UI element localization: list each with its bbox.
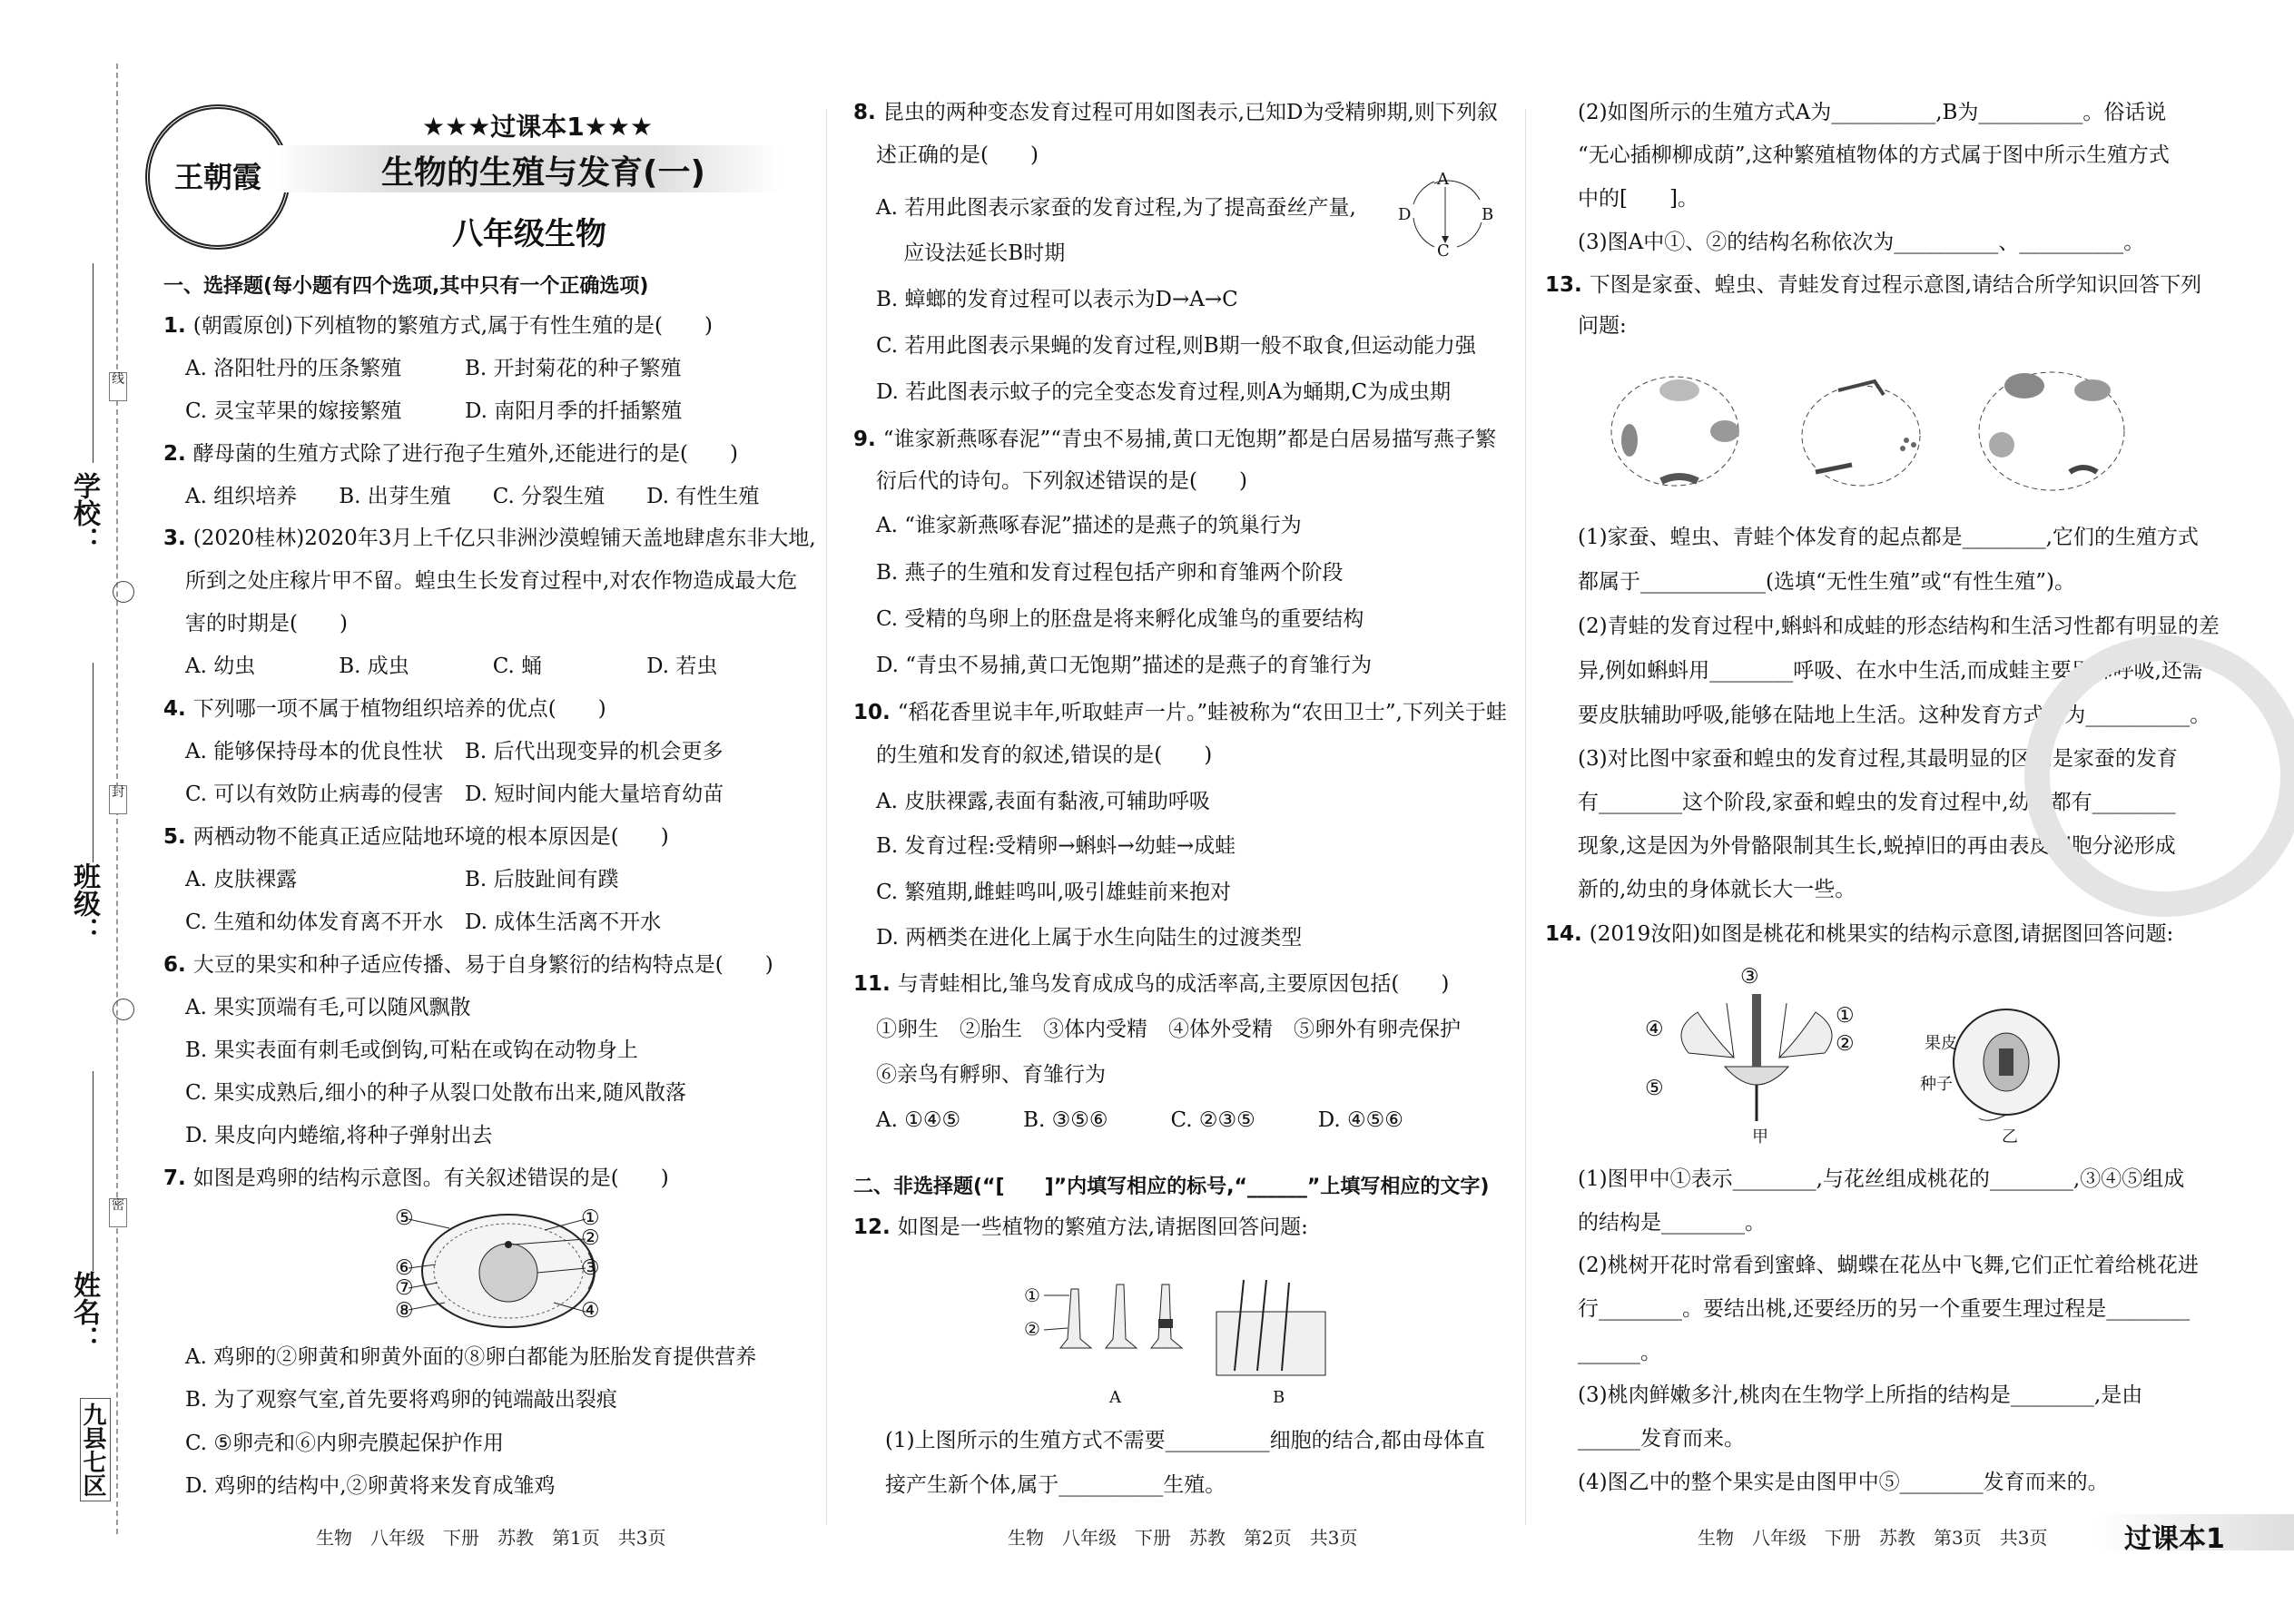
question-text: A. 能够保持母本的优良性状 [185,740,444,763]
question-number: 11. [853,972,898,996]
answer-line: (4)图乙中的整个果实是由图甲中⑤________发育而来的。 [1578,1471,2109,1494]
section-2-heading: 二、非选择题(“[ ]”内填写相应的标号,“______”上填写相应的文字) [853,1176,1490,1198]
option-line [185,611,348,637]
egg-yolk [479,1244,537,1302]
question-number: 8. [853,101,883,124]
question-text: B. 发育过程:受精卵→蝌蚪→幼蛙→成蛙 [876,834,1236,858]
answer-line: (1)家蚕、蝗虫、青蛙个体发育的起点都是________,它们的生殖方式 [1578,526,2199,549]
answer-line: 有________这个阶段,家蚕和蝗虫的发育过程中,幼虫都有________ [1578,791,2176,814]
question-text: 酵母菌的生殖方式除了进行孢子生殖外,还能进行的是( ) [192,442,739,466]
question-text: B. 果实表面有刺毛或倒钩,可粘在或钩在动物身上 [185,1038,638,1062]
peach-label: 种子 [1920,1075,1953,1094]
q14-stem-text: (2019汝阳)如图是桃花和桃果实的结构示意图,请据图回答问题: [1589,922,2174,946]
question-text: (朝霞原创)下列植物的繁殖方式,属于有性生殖的是( ) [192,314,713,338]
q7-option-c: C. ⑤卵壳和⑥内卵壳膜起保护作用 [185,1432,505,1455]
option-line: D. 南阳月季的扦插繁殖 [465,399,683,423]
question-text: A. ①④⑤ B. ③⑤⑥ C. ②③⑤ D. ④⑤⑥ [876,1108,1403,1132]
question-text: 衍后代的诗句。下列叙述错误的是( ) [876,469,1247,493]
egg-label: ⑦ [395,1276,414,1300]
option-line [185,1123,493,1149]
question-number: 7. [163,1166,193,1190]
option-line [185,782,443,808]
binding-hole-icon [113,999,134,1020]
q13-stem: 13. 下图是家蚕、蝗虫、青蛙发育过程示意图,请结合所学知识回答下列 [1545,273,2202,297]
footer-page-3: 生物 八年级 下册 苏教 第3页 共3页 [1698,1527,2048,1549]
option-line [876,606,1364,633]
q13-stem-text: 下图是家蚕、蝗虫、青蛙发育过程示意图,请结合所学知识回答下列 [1589,273,2202,297]
footer-page-2: 生物 八年级 下册 苏教 第2页 共3页 [1008,1527,1358,1549]
propagation-label: ② [1024,1318,1040,1340]
option-line [876,468,1247,495]
question-line [163,526,816,552]
egg-label: ⑥ [395,1256,414,1280]
answer-line: ______。 [1578,1341,1661,1364]
q7-option-a: A. 鸡卵的②卵黄和卵黄外面的⑧卵白都能为胚胎发育提供营养 [185,1345,757,1369]
question-number: 5. [163,825,193,849]
option-line [876,143,1039,169]
option-line [185,1038,638,1064]
option-line [876,241,1065,267]
locust-cycle [1802,381,1920,486]
question-number: 2. [163,442,193,466]
footer-brand: 过课本1 [2124,1523,2225,1555]
question-line [163,441,738,468]
question-text: D. 果皮向内蜷缩,将种子弹射出去 [185,1124,493,1147]
peach-label: ① [1836,1004,1855,1028]
answer-line: 新的,幼虫的身体就长大一些。 [1578,878,1856,901]
option-line [185,654,717,680]
question-line: “无心插柳柳成荫”,这种繁殖植物体的方式属于图中所示生殖方式 [1578,143,2170,167]
egg-label: ⑧ [395,1299,414,1323]
question-text: 所到之处庄稼片甲不留。蝗虫生长发育过程中,对农作物造成最大危 [185,569,798,593]
option-line [876,789,1210,815]
seal-mark-close: 密 [109,1198,127,1227]
peach-flower-figure [1661,967,1852,1126]
answer-line: (3)桃肉鲜嫩多汁,桃肉在生物学上所指的结构是________,是由 [1578,1383,2143,1407]
question-text: C. 若用此图表示果蝇的发育过程,则B期一般不取食,但运动能力强 [876,334,1476,358]
frog-cycle [1979,372,2124,490]
option-line [876,1107,1403,1134]
question-text: 下列哪一项不属于植物组织培养的优点( ) [192,697,606,721]
question-text: C. 果实成熟后,细小的种子从裂口处散布出来,随风散落 [185,1081,687,1105]
logo-icon: 王朝霞 [145,104,290,250]
question-number: 10. [853,701,898,724]
question-text: 如图是鸡卵的结构示意图。有关叙述错误的是( ) [192,1166,669,1190]
option-line [876,513,1302,539]
answer-line: 要皮肤辅助呼吸,能够在陆地上生活。这种发育方式称为__________。 [1578,704,2211,727]
q7-option-d: D. 鸡卵的结构中,②卵黄将来发育成雏鸡 [185,1474,556,1498]
question-text: 述正确的是( ) [876,143,1039,167]
option-line [876,379,1451,406]
option-line: B. 后代出现变异的机会更多 [465,740,724,763]
question-text: ⑥亲鸟有孵卵、育雏行为 [876,1063,1106,1087]
q12-part-1a: (1)上图所示的生殖方式不需要__________细胞的结合,都由母体直 [885,1429,1485,1452]
q12-stem: 12. 如图是一些植物的繁殖方法,请据图回答问题: [853,1216,1308,1239]
question-line [853,427,1496,453]
column-divider [1525,109,1526,1525]
question-text: C. 可以有效防止病毒的侵害 [185,782,444,806]
question-line [853,100,1498,126]
question-text: ①卵生 ②胎生 ③体内受精 ④体外受精 ⑤卵外有卵壳保护 [876,1018,1461,1041]
option-line [185,867,297,893]
question-line [163,952,773,979]
option-line [876,653,1372,679]
answer-line: ______发育而来。 [1578,1427,1745,1451]
question-text: C. 生殖和幼体发育离不开水 [185,910,444,934]
q14-stem: 14. (2019汝阳)如图是桃花和桃果实的结构示意图,请据图回答问题: [1545,922,2174,946]
option-line [876,1017,1461,1043]
answer-line: 的结构是________。 [1578,1211,1766,1235]
question-text: 应设法延长B时期 [876,241,1066,265]
page-title: 生物的生殖与发育(一) [381,154,705,192]
answer-line: 行________。要结出桃,还要经历的另一个重要生理过程是________ [1578,1297,2191,1321]
answer-line: (3)对比图中家蚕和蝗虫的发育过程,其最明显的区别是家蚕的发育 [1578,747,2178,771]
question-number: 4. [163,697,193,721]
question-line: 中的[ ]。 [1578,187,1698,211]
question-text: D. 若此图表示蚊子的完全变态发育过程,则A为蛹期,C为成虫期 [876,380,1452,404]
question-number: 6. [163,953,193,977]
cycle-label: D [1398,205,1412,224]
question-text: A. 皮肤裸露,表面有黏液,可辅助呼吸 [876,790,1210,813]
question-number: 1. [163,314,193,338]
q12-stem-text: 如图是一些植物的繁殖方法,请据图回答问题: [897,1216,1308,1239]
region-label: 九县七区 [80,1398,111,1501]
peach-label: ③ [1740,965,1759,989]
question-text: 的生殖和发育的叙述,错误的是( ) [876,743,1213,767]
question-text: “谁家新燕啄春泥”“青虫不易捕,黄口无饱期”都是白居易描写燕子繁 [882,428,1497,451]
option-line: D. 成体生活离不开水 [465,910,662,934]
question-text: 大豆的果实和种子适应传播、易于自身繁衍的结构特点是( ) [192,953,773,977]
column-divider [826,109,827,1525]
option-line: B. 后肢趾间有蹼 [465,868,619,891]
question-text: A. 幼虫 B. 成虫 C. 蛹 D. 若虫 [185,655,718,678]
question-text: B. 燕子的生殖和发育过程包括产卵和育雏两个阶段 [876,561,1344,585]
name-label: 姓名： [68,1271,100,1353]
question-line [163,1166,669,1192]
question-text: 两栖动物不能真正适应陆地环境的根本原因是( ) [192,825,669,849]
peach-label: ⑤ [1645,1077,1664,1100]
question-number: 3. [163,527,193,550]
school-label: 学校： [68,472,100,554]
q13-stem-cont: 问题: [1578,314,1627,338]
option-line [185,739,443,765]
question-number: 9. [853,428,883,451]
option-line [185,568,797,595]
question-text: D. “青虫不易捕,黄口无饱期”描述的是燕子的育雏行为 [876,654,1373,677]
peach-label: 甲 [1752,1127,1768,1147]
option-line [876,925,1302,951]
footer-page-1: 生物 八年级 下册 苏教 第1页 共3页 [316,1527,666,1549]
egg-label: ① [581,1206,600,1230]
class-blank [93,663,94,862]
peach-label: ④ [1645,1018,1664,1041]
series-label: ★★★过课本1★★★ [422,112,654,142]
section-1-heading: 一、选择题(每小题有四个选项,其中只有一个正确选项) [163,275,649,298]
binding-hole-icon [113,581,134,603]
egg-label: ⑤ [395,1206,414,1230]
option-line [185,484,759,510]
question-text: A. 洛阳牡丹的压条繁殖 [185,357,402,380]
egg-label: ③ [581,1256,600,1280]
question-text: A. 若用此图表示家蚕的发育过程,为了提高蚕丝产量, [876,196,1356,220]
q7-option-b: B. 为了观察气室,首先要将鸡卵的钝端敲出裂痕 [185,1388,617,1412]
question-text: B. 蟑螂的发育过程可以表示为D→A→C [876,288,1238,311]
question-text: D. 两栖类在进化上属于水生向陆生的过渡类型 [876,926,1303,950]
cycle-label: B [1482,205,1494,224]
peach-fruit-figure [1934,999,2079,1126]
egg-label: ④ [581,1299,600,1323]
cycle-label: C [1437,241,1450,261]
answer-line: (1)图甲中①表示________,与花丝组成桃花的________,③④⑤组成 [1578,1167,2185,1191]
cycle-label: A [1437,170,1449,189]
peach-label: 果皮 [1925,1034,1957,1053]
answer-line: (2)桃树开花时常看到蜜蜂、蝴蝶在花丛中飞舞,它们正忙着给桃花进 [1578,1254,2199,1277]
option-line [876,743,1212,769]
question-text: C. 繁殖期,雌蛙鸣叫,吸引雄蛙前来抱对 [876,881,1232,904]
option-line [876,195,1356,221]
question-line [163,313,713,340]
page-subtitle: 八年级生物 [452,216,606,252]
option-line [876,287,1238,313]
egg-germinal-disc [505,1241,512,1248]
question-text: A. 果实顶端有毛,可以随风飘散 [185,996,471,1019]
name-blank [93,1071,94,1271]
propagation-label: A [1109,1388,1121,1407]
option-line [185,995,471,1021]
option-line: D. 短时间内能大量培育幼苗 [465,782,724,806]
answer-line: (2)青蛙的发育过程中,蝌蚪和成蛙的形态结构和生活习性都有明显的差 [1578,615,2220,638]
question-text: C. 受精的鸟卵上的胚盘是将来孵化成雏鸟的重要结构 [876,607,1364,631]
peach-label: 乙 [2002,1127,2018,1147]
question-text: A. “谁家新燕啄春泥”描述的是燕子的筑巢行为 [876,514,1302,537]
option-line [185,399,401,425]
question-line [853,971,1449,998]
option-line [876,333,1476,359]
watermark-stamp-icon [2024,635,2294,917]
plant-propagation-figure [1035,1275,1344,1384]
life-cycles-figure [1598,354,2142,508]
option-line: B. 开封菊花的种子繁殖 [465,357,682,380]
answer-line: 现象,这是因为外骨骼限制其生长,蜕掉旧的再由表皮细胞分泌形成 [1578,834,2176,858]
propagation-label: ① [1024,1284,1040,1306]
propagation-label: B [1273,1388,1285,1407]
question-text: 与青蛙相比,雏鸟发育成成鸟的成活率高,主要原因包括( ) [897,972,1450,996]
question-text: C. 灵宝苹果的嫁接繁殖 [185,399,402,423]
question-text: A. 皮肤裸露 [185,868,298,891]
question-text: 害的时期是( ) [185,612,348,635]
option-line [185,1080,686,1107]
question-text: “稻花香里说丰年,听取蛙声一片。”蛙被称为“农田卫士”,下列关于蛙 [897,701,1507,724]
question-text: 昆虫的两种变态发育过程可用如图表示,已知D为受精卵期,则下列叙 [882,101,1498,124]
q12-part-1b: 接产生新个体,属于__________生殖。 [885,1473,1226,1497]
silkworm-cycle [1611,377,1739,486]
option-line [876,833,1236,860]
seal-mark-line: 线 [109,372,127,401]
question-text: (2020桂林)2020年3月上千亿只非洲沙漠蝗铺天盖地肆虐东非大地, [192,527,816,550]
option-line [185,910,443,936]
question-line [163,824,669,851]
option-line [876,1062,1106,1088]
answer-line: 都属于____________(选填“无性生殖”或“有性生殖”)。 [1578,570,2075,594]
school-blank [93,263,94,463]
egg-label: ② [581,1226,600,1250]
question-line: (2)如图所示的生殖方式A为__________,B为__________。俗话说 [1578,101,2167,124]
question-line [853,700,1507,726]
question-line [163,696,606,723]
question-line: (3)图A中①、②的结构名称依次为__________、__________。 [1578,231,2145,254]
option-line [876,560,1344,586]
seal-mark-seal: 封 [109,785,127,814]
question-text: A. 组织培养 B. 出芽生殖 C. 分裂生殖 D. 有性生殖 [185,485,760,508]
answer-line: 异,例如蝌蚪用________呼吸、在水中生活,而成蛙主要用肺呼吸,还需 [1578,659,2203,683]
class-label: 班级： [68,862,100,944]
peach-label: ② [1836,1032,1855,1056]
option-line [185,356,401,382]
option-line [876,880,1231,906]
